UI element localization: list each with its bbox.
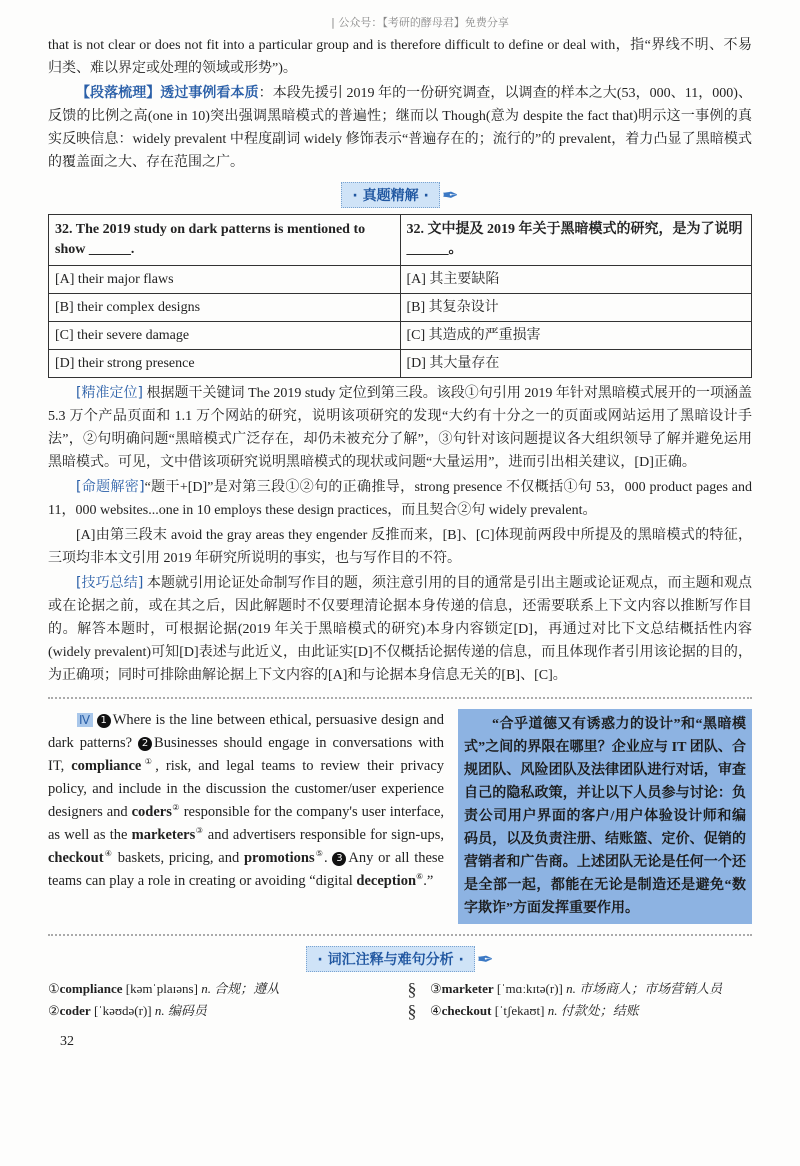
- vocab-num: ①: [48, 981, 60, 996]
- option-c-zh: [C] 其造成的严重损害: [400, 322, 752, 350]
- vocab-ipa: [ˈmɑːkɪtə(r)]: [496, 981, 563, 996]
- translation-box: “合乎道德又有诱惑力的设计”和“黑暗模式”之间的界限在哪里？企业应与 IT 团队、合规团队、风险团队及法律团队进行对话，审查自己的隐私政策，并让以下人员参与讨论：负责公司用户界面的客户/用户体验设计师和编码员，以及负责注册、结账篮、定价、促销的营销者和广告商。上述团队无论是任何一个还是全部一起，都能在无论是制造还是避免“数字欺诈”方面发挥重要作用。: [458, 709, 752, 924]
- footnote-marker: ④: [103, 849, 114, 859]
- question-stem-en: 32. The 2019 study on dark patterns is mentioned to show ______.: [49, 215, 401, 266]
- divider: [48, 934, 752, 936]
- footnote-marker: ③: [195, 826, 204, 836]
- vocab-word: checkout: [48, 850, 104, 866]
- vocab-def: n. 市场商人；市场营销人员: [566, 981, 723, 996]
- table-row[interactable]: [49, 294, 752, 322]
- locate-label: [精准定位]: [76, 385, 143, 401]
- option-a-en: [A] their major flaws: [49, 266, 401, 294]
- locate-text: 根据题干关键词 The 2019 study 定位到第三段。该段①句引用 2019 年针对黑暗模式展开的一项涵盖 5.3 万个产品页面和 1.1 万个网站的研究，说明该项研究的发现“大约有十分之一的页面或网站运用了黑暗设计手法”，②句明确问题“黑暗模式广泛存在，却仍未被充分了解”，③句针对该问题提议各大组织领导了解并避免运用黑暗模式。可见，文中借该项研究说明黑暗模式的现状或问题“大量运用”，进而引出相关建议，[D]正确。: [48, 386, 752, 470]
- paragraph-structure: [48, 82, 752, 174]
- vocab-word: marketer: [441, 981, 494, 996]
- vocab-word: coders: [131, 804, 172, 820]
- sentence-2-part: .: [324, 850, 328, 866]
- analysis-locate: [48, 382, 752, 474]
- vocab-ipa: [ˈkəʊdə(r)]: [93, 1003, 152, 1018]
- table-row[interactable]: [49, 266, 752, 294]
- vocab-item: [48, 978, 400, 1000]
- vocab-word: marketers: [131, 827, 196, 843]
- passage-row: [48, 709, 752, 924]
- analysis-decode: [48, 476, 752, 522]
- section-title-text: · 真题精解 ·: [341, 182, 439, 208]
- table-row[interactable]: [49, 350, 752, 378]
- section-title-text: · 词汇注释与难句分析 ·: [306, 946, 474, 972]
- question-table: [48, 214, 752, 378]
- table-row[interactable]: [49, 322, 752, 350]
- decode-text: “题干+[D]”是对第三段①②句的正确推导，strong presence 不仅概括①句 53，000 product pages and 11，000 websites...one in 10 employs these design practices，而且契合②句 widely prevalent。: [48, 480, 753, 518]
- vocab-word: compliance: [59, 981, 123, 996]
- paragraph-structure-label: 【段落梳理】透过事例看本质: [76, 85, 259, 101]
- section-title-vocab: [48, 946, 752, 972]
- vocab-word: coder: [59, 1003, 91, 1018]
- option-b-zh: [B] 其复杂设计: [400, 294, 752, 322]
- footnote-marker: ②: [171, 803, 180, 813]
- pen-icon: ✒: [441, 185, 459, 207]
- sentence-3-part: Any or all these teams can play a role in creating or avoiding “digital: [48, 850, 444, 889]
- vocab-list-left: [48, 978, 400, 1022]
- decode-label: [命题解密]: [76, 479, 145, 495]
- skill-label: [技巧总结]: [76, 575, 144, 591]
- sentence-number: 2: [138, 737, 152, 751]
- footnote-marker: ①: [141, 757, 156, 767]
- option-d-zh: [D] 其大量存在: [400, 350, 752, 378]
- intro-paragraph: that is not clear or does not fit into a particular group and is therefore difficult to define or deal with，指“界线不明、不易归类、难以界定或处理的领域或形势”)。: [48, 38, 752, 76]
- vocab-list-right: [424, 978, 752, 1022]
- vocab-num: ②: [48, 1003, 60, 1018]
- divider: [48, 697, 752, 699]
- vocab-num: ③: [430, 981, 442, 996]
- vocab-def: n. 编码员: [154, 1003, 207, 1018]
- chain-divider: § §: [407, 979, 417, 1021]
- vocab-word: compliance: [71, 758, 142, 774]
- analysis-skill: [48, 572, 752, 687]
- table-row: [49, 215, 752, 266]
- vocab-word: deception: [356, 873, 417, 889]
- section-title-exam: [48, 182, 752, 208]
- vocab-word: checkout: [441, 1003, 492, 1018]
- sentence-2-part: , risk, and legal teams to review their privacy policy, and include in the discussion the customer/user experience designers and: [48, 758, 445, 820]
- sentence-1: Where is the line between ethical, persuasive design and dark patterns?: [48, 712, 444, 751]
- vocab-ipa: [kəmˈplaɪəns]: [125, 981, 198, 996]
- option-c-en: [C] their severe damage: [49, 322, 401, 350]
- passage-paragraph: [48, 709, 444, 893]
- vocab-row: [48, 978, 752, 1022]
- footnote-marker: ⑥: [416, 872, 424, 882]
- sentence-number: 3: [332, 852, 346, 866]
- sentence-2-part: responsible for the company's user interface, as well as the: [48, 804, 445, 843]
- analysis-others: [A]由第三段末 avoid the gray areas they engender 反推而来，[B]、[C]体现前两段中所提及的黑暗模式的特征，三项均非本文引用 2019 年研究所说明的事实，也与写作目的不符。: [48, 528, 752, 566]
- sentence-2-part: and advertisers responsible for sign-ups,: [203, 827, 445, 843]
- sentence-number: 1: [97, 714, 111, 728]
- vocab-item: [430, 1000, 752, 1022]
- sentence-2-part: baskets, pricing, and: [113, 850, 244, 866]
- skill-text: 本题就引用论证处命制写作目的题，须注意引用的目的通常是引出主题或论证观点，而主题和观点或在论据之前，或在其之后，因此解题时不仅要理清论据本身传递的信息，还需要联系上下文内容以推断写作目的。解答本题时，可根据论据(2019 年关于黑暗模式的研究)本身内容锁定[D]，再通过对比下文总结概括性内容(widely prevalent)可知[D]表述与此近义，由此证实[D]不仅概括论据传递的信息，而且体现作者引用该论据的目的，为正确项；同时可排除曲解论据上下文内容的[A]和与论据本身信息无关的[B]、[C]。: [48, 576, 752, 683]
- footnote-marker: ⑤: [314, 849, 325, 859]
- page-number: 32: [60, 1034, 74, 1049]
- option-a-zh: [A] 其主要缺陷: [400, 266, 752, 294]
- vocab-def: n. 合规；遵从: [201, 981, 280, 996]
- section-number: Ⅳ: [79, 713, 91, 727]
- vocab-ipa: [ˈtʃekaʊt]: [494, 1003, 545, 1018]
- vocab-item: [430, 978, 752, 1000]
- watermark: | 公众号：【考研的酵母君】免费分享: [331, 16, 509, 29]
- vocab-def: n. 付款处；结账: [547, 1003, 639, 1018]
- pen-icon: ✒: [476, 949, 494, 971]
- vocab-item: [48, 1000, 400, 1022]
- option-d-en: [D] their strong presence: [49, 350, 401, 378]
- vocab-num: ④: [430, 1003, 442, 1018]
- sentence-2-part: Businesses should engage in conversations with IT,: [48, 735, 444, 774]
- vocab-word: promotions: [243, 850, 315, 866]
- paragraph-structure-text: ：本段先援引 2019 年的一份研究调查，以调查的样本之大(53，000、11，000)、反馈的比例之高(one in 10)突出强调黑暗模式的普遍性；继而以 Though(意为 despite the fact that)明示这一事例的真实反映信息：widely prevalent 中程度副词 widely 修饰表示“普遍存在的；流行的”的 prevalent，着力凸显了黑暗模式的覆盖面之大、存在范围之广。: [48, 86, 752, 170]
- sentence-3-part: .”: [423, 873, 434, 889]
- option-b-en: [B] their complex designs: [49, 294, 401, 322]
- question-stem-zh: 32. 文中提及 2019 年关于黑暗模式的研究，是为了说明 ______。: [400, 215, 752, 266]
